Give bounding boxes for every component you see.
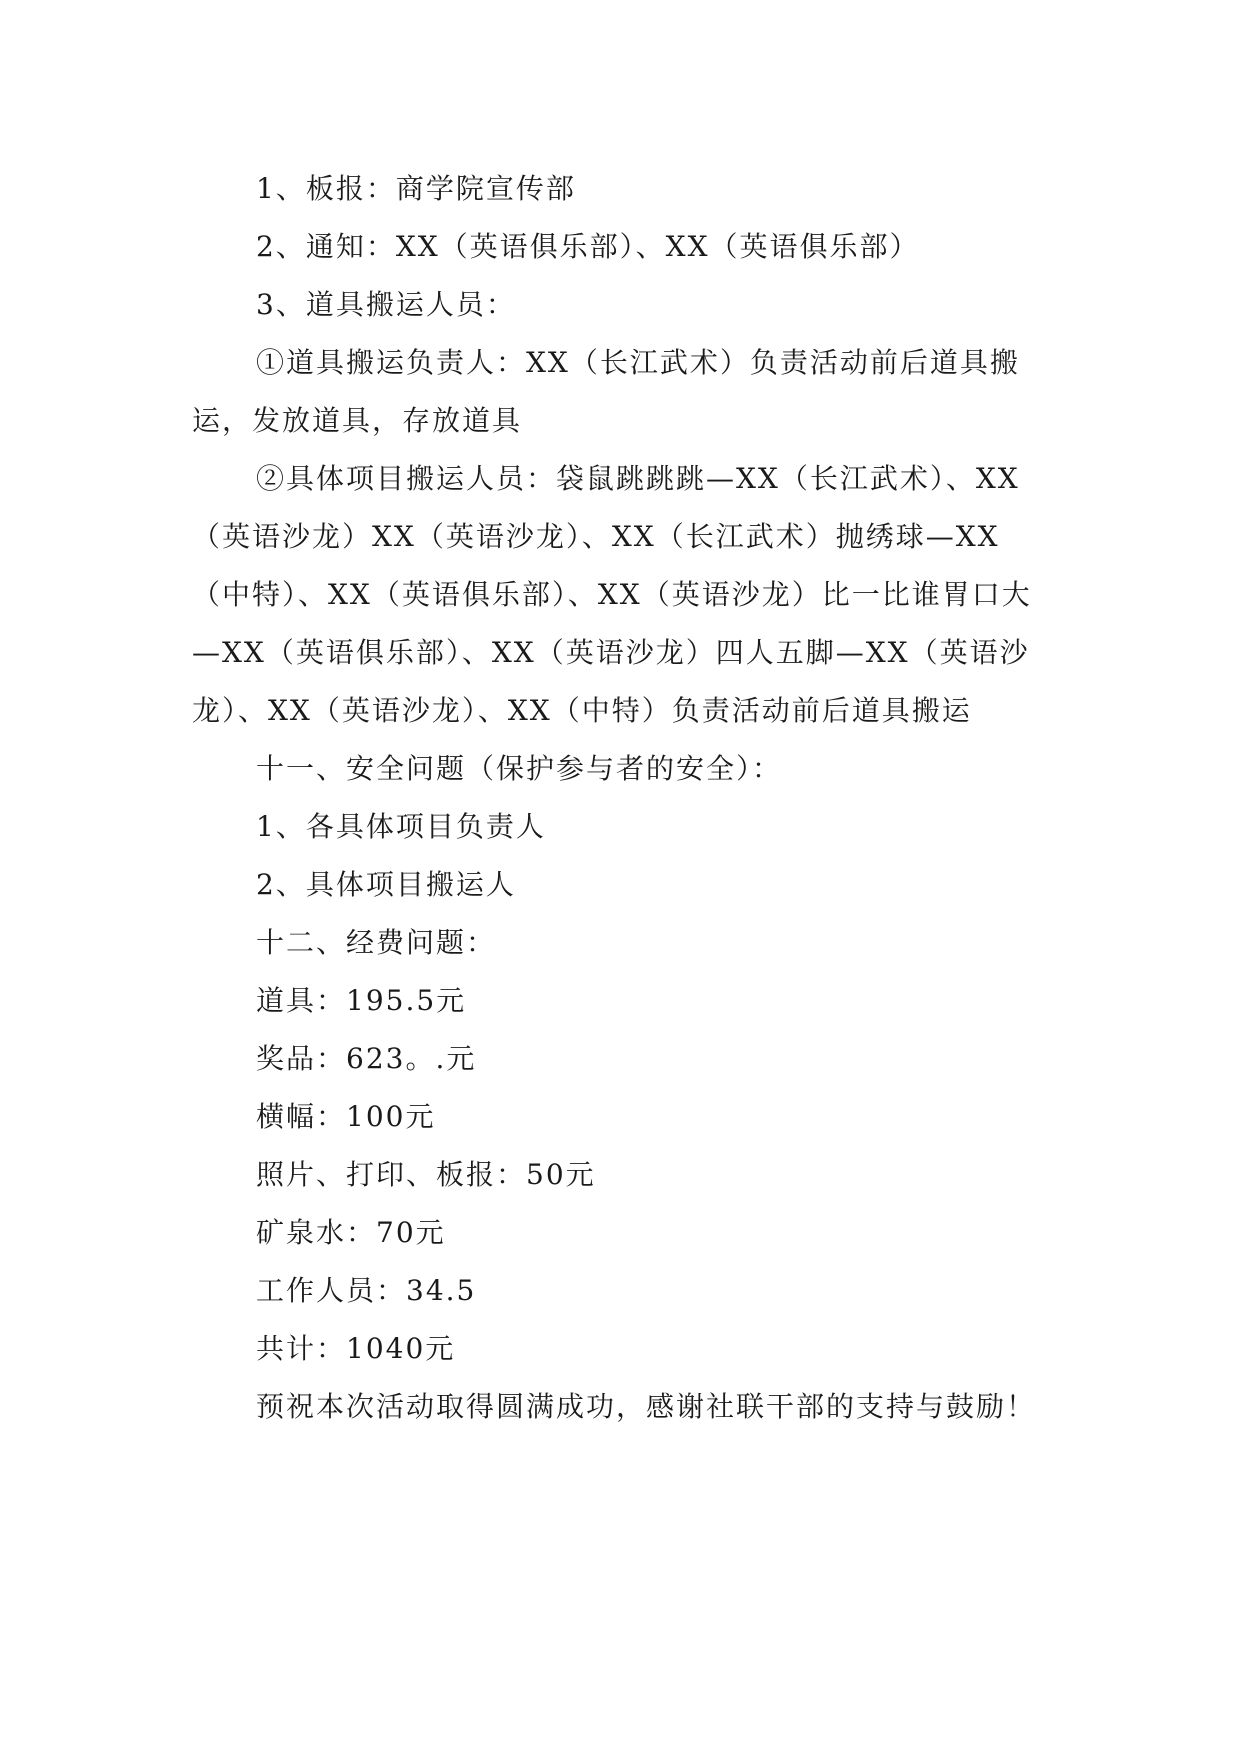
paragraph-props-team: ②具体项目搬运人员：袋鼠跳跳跳—XX（长江武术）、XX（英语沙龙）XX（英语沙龙）、XX（长江武术）抛绣球—XX（中特）、XX（英语俱乐部）、XX（英语沙龙）比一比谁胃口大—XX（英语俱乐部）、XX（英语沙龙）四人五脚—XX（英语沙龙）、XX（英语沙龙）、XX（中特）负责活动前后道具搬运 — [192, 462, 1032, 727]
heading-safety: 十一、安全问题（保护参与者的安全）： — [256, 752, 783, 785]
budget-item-water: 矿泉水：70元 — [256, 1216, 446, 1249]
budget-item-staff: 工作人员：34.5 — [256, 1274, 477, 1307]
paragraph-notice: 2、通知：XX（英语俱乐部）、XX（英语俱乐部） — [256, 230, 920, 263]
paragraph-props-lead: ①道具搬运负责人：XX（长江武术）负责活动前后道具搬运，发放道具，存放道具 — [192, 346, 1020, 437]
budget-item-printing: 照片、打印、板报：50元 — [256, 1158, 596, 1191]
budget-total: 共计：1040元 — [256, 1332, 456, 1365]
paragraph-props-staff: 3、道具搬运人员： — [256, 288, 516, 321]
document-body — [192, 160, 1050, 1436]
budget-item-props: 道具：195.5元 — [256, 984, 467, 1017]
budget-item-prizes: 奖品：623。.元 — [256, 1042, 477, 1075]
paragraph-board: 1、板报：商学院宣传部 — [256, 172, 576, 205]
budget-item-banner: 横幅：100元 — [256, 1100, 436, 1133]
heading-budget: 十二、经费问题： — [256, 926, 497, 959]
paragraph-safety-1: 1、各具体项目负责人 — [256, 810, 546, 843]
paragraph-safety-2: 2、具体项目搬运人 — [256, 868, 516, 901]
closing-remark: 预祝本次活动取得圆满成功，感谢社联干部的支持与鼓励！ — [256, 1390, 1037, 1423]
